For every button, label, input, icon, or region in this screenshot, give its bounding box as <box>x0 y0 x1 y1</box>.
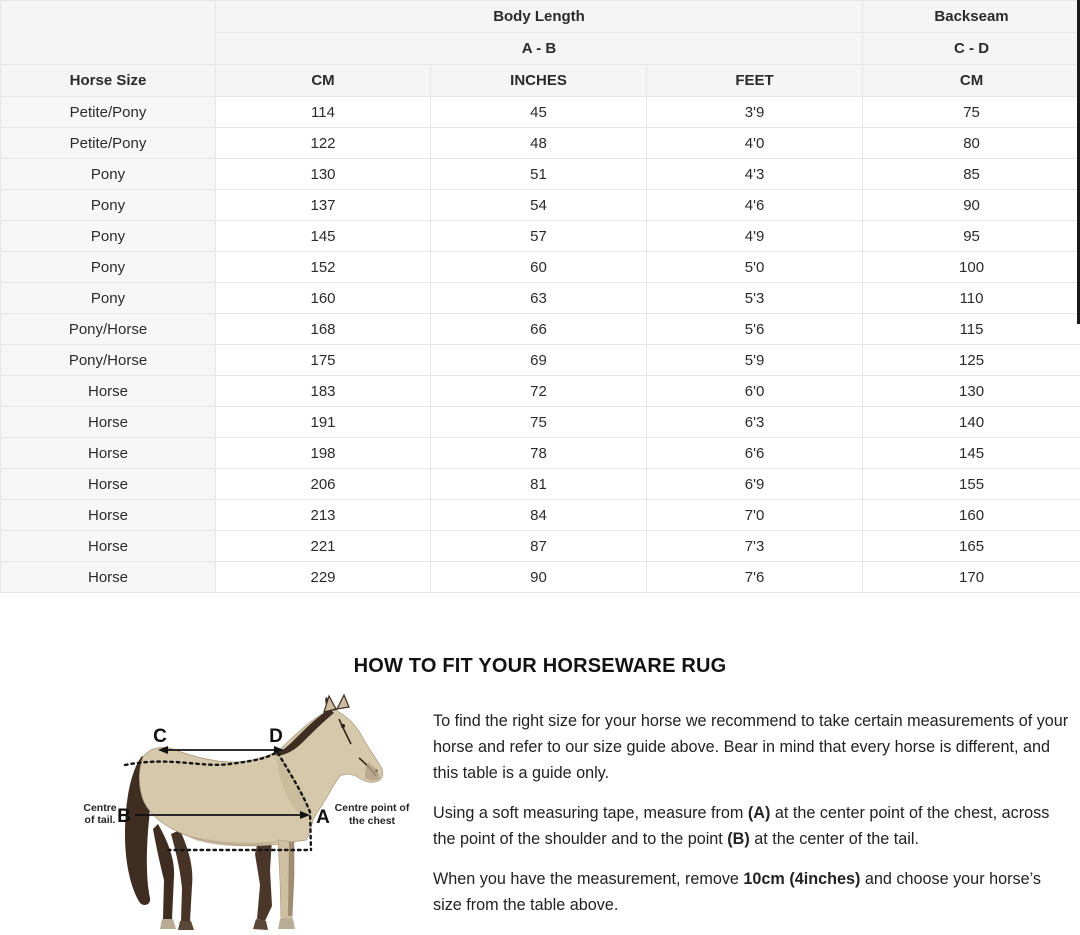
measurement-cell: 191 <box>216 407 431 438</box>
column-header-row <box>1 65 1080 97</box>
measurement-cell: 140 <box>863 407 1080 438</box>
measurement-cell: 90 <box>431 562 647 593</box>
point-b-bold: (B) <box>727 830 750 848</box>
diagram-label-a: A <box>316 807 330 828</box>
measurement-cell: 5'9 <box>647 345 863 376</box>
measurement-cell: 122 <box>216 128 431 159</box>
measurement-cell: 6'6 <box>647 438 863 469</box>
horse-front-leg-shadow <box>288 842 294 916</box>
horse-size-cell: Horse <box>1 438 216 469</box>
text-segment: When you have the measurement, remove <box>433 870 744 888</box>
measurement-cell: 145 <box>216 221 431 252</box>
text-segment: Using a soft measuring tape, measure from <box>433 804 748 822</box>
table-row <box>1 531 1080 562</box>
measurement-cell: 155 <box>863 469 1080 500</box>
measurement-cell: 69 <box>431 345 647 376</box>
measurement-cell: 60 <box>431 252 647 283</box>
measurement-cell: 165 <box>863 531 1080 562</box>
measurement-cell: 5'3 <box>647 283 863 314</box>
diagram-label-b: B <box>117 806 131 827</box>
table-row <box>1 407 1080 438</box>
measurement-cell: 168 <box>216 314 431 345</box>
diagram-label-d: D <box>269 726 283 747</box>
table-row <box>1 500 1080 531</box>
horse-size-cell: Horse <box>1 562 216 593</box>
measurement-cell: 78 <box>431 438 647 469</box>
body-length-header: Body Length <box>216 1 863 33</box>
backseam-sub-header: C - D <box>863 33 1080 65</box>
point-a-bold: (A) <box>747 804 771 822</box>
measurement-cell: 137 <box>216 190 431 221</box>
measurement-cell: 3'9 <box>647 97 863 128</box>
measurement-cell: 57 <box>431 221 647 252</box>
horse-hoof-3 <box>253 919 268 930</box>
horse-size-cell: Petite/Pony <box>1 97 216 128</box>
table-row <box>1 314 1080 345</box>
measurement-cell: 48 <box>431 128 647 159</box>
measurement-bold: 10cm (4inches) <box>743 870 861 888</box>
measurement-cell: 90 <box>863 190 1080 221</box>
horse-size-cell: Pony <box>1 221 216 252</box>
chest-caption-line2: the chest <box>348 815 396 827</box>
horse-far-front-leg <box>255 837 272 921</box>
measurement-cell: 125 <box>863 345 1080 376</box>
measurement-cell: 221 <box>216 531 431 562</box>
measurement-cell: 145 <box>863 438 1080 469</box>
measurement-cell: 6'0 <box>647 376 863 407</box>
table-row <box>1 469 1080 500</box>
measurement-cell: 66 <box>431 314 647 345</box>
col-header-horse-size: Horse Size <box>1 65 216 97</box>
tail-caption-line1: Centre <box>83 802 117 814</box>
measurement-cell: 160 <box>863 500 1080 531</box>
guide-paragraph-2 <box>433 800 1069 852</box>
horse-size-cell: Pony <box>1 252 216 283</box>
measurement-cell: 5'0 <box>647 252 863 283</box>
table-row <box>1 345 1080 376</box>
measurement-cell: 175 <box>216 345 431 376</box>
backseam-header: Backseam <box>863 1 1080 33</box>
diagram-label-c: C <box>153 726 167 747</box>
table-row <box>1 97 1080 128</box>
measurement-cell: 229 <box>216 562 431 593</box>
horse-size-cell: Pony/Horse <box>1 345 216 376</box>
table-row <box>1 283 1080 314</box>
chest-caption-line1: Centre point of <box>334 802 410 814</box>
measurement-cell: 152 <box>216 252 431 283</box>
table-row <box>1 159 1080 190</box>
fit-guide-text <box>433 708 1069 932</box>
tail-caption-line2: of tail. <box>84 814 116 826</box>
table-row <box>1 128 1080 159</box>
horse-size-cell: Pony <box>1 190 216 221</box>
measurement-cell: 130 <box>216 159 431 190</box>
measurement-cell: 75 <box>863 97 1080 128</box>
size-table-body <box>1 97 1080 593</box>
table-row <box>1 221 1080 252</box>
measurement-cell: 51 <box>431 159 647 190</box>
measurement-cell: 6'3 <box>647 407 863 438</box>
text-segment: at the center point of the chest, across the point of the shoulder and to the point <box>433 804 1050 848</box>
measurement-cell: 7'0 <box>647 500 863 531</box>
table-row <box>1 190 1080 221</box>
measurement-cell: 130 <box>863 376 1080 407</box>
measurement-cell: 7'3 <box>647 531 863 562</box>
measurement-cell: 170 <box>863 562 1080 593</box>
horse-hoof-1 <box>160 919 176 929</box>
measurement-cell: 5'6 <box>647 314 863 345</box>
body-length-sub-header: A - B <box>216 33 863 65</box>
horse-near-hind-leg <box>153 824 174 919</box>
measurement-cell: 206 <box>216 469 431 500</box>
table-row <box>1 376 1080 407</box>
horse-ear-right <box>337 695 349 709</box>
measurement-cell: 95 <box>863 221 1080 252</box>
measurement-cell: 198 <box>216 438 431 469</box>
guide-paragraph-3 <box>433 866 1069 918</box>
horse-body <box>139 709 382 846</box>
measurement-cell: 4'9 <box>647 221 863 252</box>
measurement-cell: 4'6 <box>647 190 863 221</box>
measurement-cell: 75 <box>431 407 647 438</box>
measurement-cell: 7'6 <box>647 562 863 593</box>
horse-size-cell: Horse <box>1 469 216 500</box>
measurement-cell: 81 <box>431 469 647 500</box>
horse-size-cell: Horse <box>1 531 216 562</box>
measurement-cell: 84 <box>431 500 647 531</box>
horse-size-cell: Petite/Pony <box>1 128 216 159</box>
text-segment: at the center of the tail. <box>749 830 919 848</box>
measurement-cell: 115 <box>863 314 1080 345</box>
measurement-cell: 100 <box>863 252 1080 283</box>
col-header-backseam-cm: CM <box>863 65 1080 97</box>
corner-cell <box>1 1 216 65</box>
measurement-cell: 87 <box>431 531 647 562</box>
text-segment: and choose your horse’s size from the table above. <box>433 870 1041 914</box>
measurement-cell: 54 <box>431 190 647 221</box>
col-header-cm: CM <box>216 65 431 97</box>
horse-illustration <box>80 690 420 935</box>
measurement-cell: 6'9 <box>647 469 863 500</box>
horse-size-cell: Horse <box>1 500 216 531</box>
guide-paragraph-1: To find the right size for your horse we recommend to take certain measurements of your horse and refer to our size guide above. Bear in mind that every horse is different, and this table is a guide only. <box>433 712 1069 782</box>
col-header-feet: FEET <box>647 65 863 97</box>
measurement-cell: 4'3 <box>647 159 863 190</box>
measurement-cell: 160 <box>216 283 431 314</box>
measurement-cell: 183 <box>216 376 431 407</box>
horse-size-cell: Pony/Horse <box>1 314 216 345</box>
horse-hoof-4 <box>278 919 295 929</box>
measurement-cell: 72 <box>431 376 647 407</box>
measurement-cell: 45 <box>431 97 647 128</box>
horse-far-hind-leg <box>171 830 192 921</box>
measurement-cell: 63 <box>431 283 647 314</box>
measurement-cell: 85 <box>863 159 1080 190</box>
horse-size-cell: Pony <box>1 283 216 314</box>
table-row <box>1 562 1080 593</box>
measurement-cell: 110 <box>863 283 1080 314</box>
table-row <box>1 252 1080 283</box>
horse-size-cell: Horse <box>1 407 216 438</box>
fit-guide-heading: HOW TO FIT YOUR HORSEWARE RUG <box>353 655 727 677</box>
measurement-cell: 213 <box>216 500 431 531</box>
horse-size-cell: Pony <box>1 159 216 190</box>
horse-size-cell: Horse <box>1 376 216 407</box>
col-header-inches: INCHES <box>431 65 647 97</box>
table-row <box>1 438 1080 469</box>
horse-hoof-2 <box>178 921 194 930</box>
horse-measurement-diagram <box>80 690 420 935</box>
measurement-cell: 114 <box>216 97 431 128</box>
measurement-cell: 80 <box>863 128 1080 159</box>
group-header-row <box>1 1 1080 33</box>
measurement-cell: 4'0 <box>647 128 863 159</box>
